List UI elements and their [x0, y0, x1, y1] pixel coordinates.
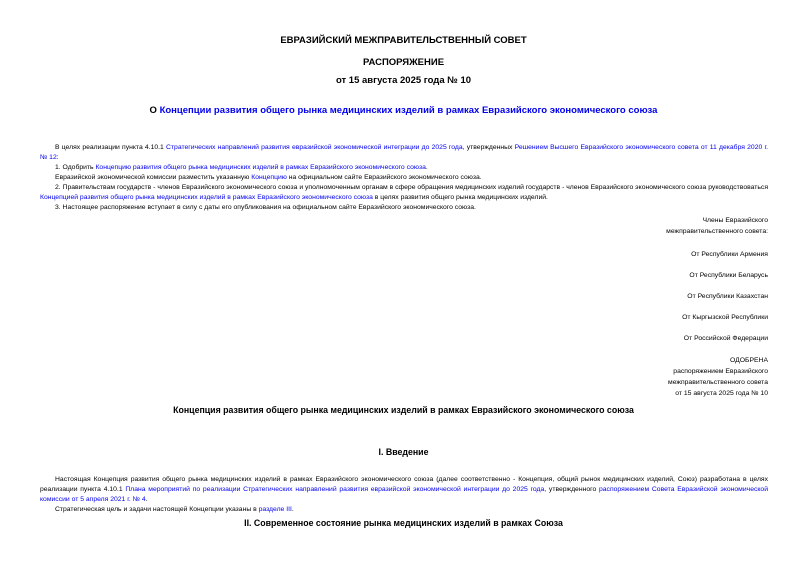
goal-text-1: Стратегическая цель и задачи настоящей Концепции указаны в: [55, 506, 259, 513]
approval-line-2: распоряжением Евразийского: [673, 368, 768, 375]
intro-text-1: Настоящая Концепция развития общего рынка медицинских изделий в рамках Евразийского экономического союза (далее соответственно - Концепция, общий рынок медицинских изделий, Союз) разработана в целях реализации пункта 4.10.1: [40, 476, 768, 493]
members-line-1: Члены Евразийского: [702, 217, 768, 224]
concept-link-1[interactable]: Концепцию развития общего рынка медицинских изделий в рамках Евразийского экономического союза: [95, 164, 426, 171]
approval-line-3: межправительственного совета: [668, 379, 768, 386]
item-2-text-2: в целях развития общего рынка медицинских изделий.: [372, 194, 548, 201]
document-type: РАСПОРЯЖЕНИЕ: [362, 57, 445, 68]
action-plan-link[interactable]: Плана мероприятий по реализации Стратегических направлений развития евразийской экономической интеграции до 2025 года: [125, 486, 545, 493]
section-2-title: II. Современное состояние рынка медицинских изделий в рамках Союза: [244, 518, 563, 528]
preamble-text-3: :: [56, 154, 59, 161]
goal-text-2: .: [291, 506, 294, 513]
introduction-block: [40, 475, 768, 515]
section-3-link[interactable]: разделе III: [258, 506, 292, 513]
item-2-text-1: 2. Правительствам государств - членов Евразийского экономического союза и уполномоченным органам в сфере обращения медицинских изделий государств - членов Евразийского экономического союза руководствоваться: [55, 184, 768, 191]
item-3-paragraph: 3. Настоящее распоряжение вступает в силу с даты его опубликования на официальном сайте Евразийского экономического союза.: [55, 204, 476, 211]
item-2-paragraph: [40, 183, 768, 203]
item-1b-text-2: на официальном сайте Евразийского экономического союза.: [286, 174, 482, 181]
approval-line-1: ОДОБРЕНА: [730, 357, 768, 364]
signature-belarus: От Республики Беларусь: [689, 272, 768, 279]
concept-link-3[interactable]: Концепцией развития общего рынка медицинских изделий в рамках Евразийского экономического союза: [40, 194, 373, 201]
approval-stamp: [668, 355, 768, 399]
approval-line-4: от 15 августа 2025 года № 10: [675, 390, 768, 397]
signature-russia: От Российской Федерации: [683, 335, 768, 342]
intro-text-3: .: [145, 496, 148, 503]
intro-text-2: , утвержденного: [544, 486, 599, 493]
supreme-council-decision-link[interactable]: Решением Высшего Евразийского экономического совета от 11 декабря 2020 г. № 12: [40, 144, 768, 161]
concept-title: Концепция развития общего рынка медицинских изделий в рамках Евразийского экономического союза: [173, 405, 634, 415]
item-1-end: .: [425, 164, 428, 171]
concept-link-2[interactable]: Концепцию: [251, 174, 287, 181]
item-1-text: 1. Одобрить: [55, 164, 96, 171]
subject-prefix: О: [149, 105, 160, 116]
eec-council-order-link[interactable]: распоряжением Совета Евразийской экономической комиссии от 5 апреля 2021 г. № 4: [40, 486, 768, 503]
item-1b-text-1: Евразийской экономической комиссии разместить указанную: [55, 174, 252, 181]
organization-title: ЕВРАЗИЙСКИЙ МЕЖПРАВИТЕЛЬСТВЕННЫЙ СОВЕТ: [280, 35, 527, 46]
preamble-block: [40, 143, 768, 213]
preamble-text-2: , утвержденных: [462, 144, 515, 151]
members-line-2: межправительственного совета:: [666, 228, 768, 235]
preamble-paragraph: [40, 143, 768, 163]
introduction-paragraph: [40, 475, 768, 505]
signature-armenia: От Республики Армения: [691, 251, 768, 258]
members-heading: [666, 215, 768, 237]
document-subject: [0, 105, 807, 116]
subject-link[interactable]: Концепции развития общего рынка медицинских изделий в рамках Евразийского экономического союза: [159, 105, 658, 116]
item-1b-paragraph: [40, 173, 768, 183]
signature-kyrgyzstan: От Кыргызской Республики: [682, 314, 768, 321]
goal-paragraph: [40, 505, 768, 515]
preamble-text-1: В целях реализации пункта 4.10.1: [55, 144, 167, 151]
document-date-number: от 15 августа 2025 года № 10: [335, 75, 472, 86]
section-1-title: I. Введение: [378, 447, 429, 457]
item-1-paragraph: [40, 163, 768, 173]
signature-kazakhstan: От Республики Казахстан: [687, 293, 768, 300]
strategic-directions-link[interactable]: Стратегических направлений развития евразийской экономической интеграции до 2025 года: [166, 144, 463, 151]
